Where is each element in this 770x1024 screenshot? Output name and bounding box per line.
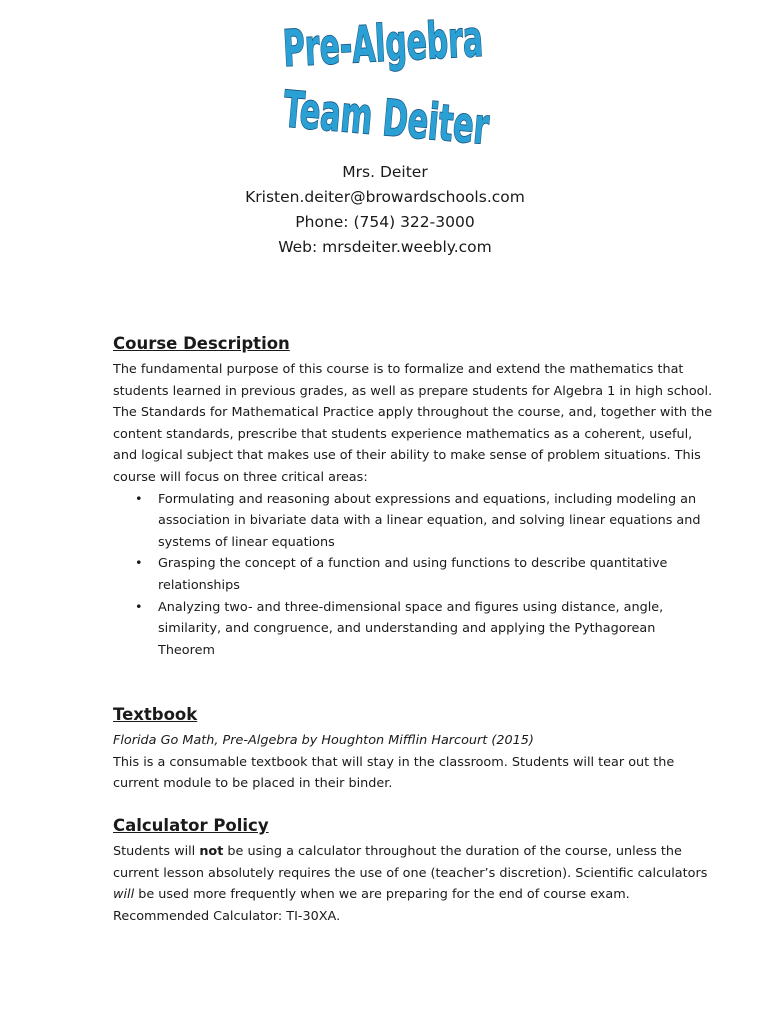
list-item: • Analyzing two- and three-dimensional space and figures using distance, angle, similarity, and congruence, and understanding and applying the Pythagorean Theorem	[113, 597, 713, 662]
critical-areas-list	[113, 489, 713, 662]
textbook-paragraph: This is a consumable textbook that will stay in the classroom. Students will tear out the current module to be placed in their binder.	[113, 754, 675, 792]
logo-line-team-deiter: Team Deiter	[280, 80, 625, 168]
teacher-email: Kristen.deiter@browardschools.com	[245, 188, 525, 206]
calculator-policy-paragraph	[113, 841, 713, 927]
team-logo	[270, 2, 625, 168]
policy-text-part-2: be using a calculator throughout the duration of the course, unless the current lesson absolutely requires the use of one (teacher’s discretion). Scientific calculators	[113, 844, 708, 881]
contact-block	[0, 160, 770, 260]
policy-text-part-3: be used more frequently when we are preparing for the end of course exam. Recommended Calculator: TI-30XA.	[113, 887, 630, 924]
course-description-section	[113, 333, 713, 661]
list-item: • Grasping the concept of a function and using functions to describe quantitative relationships	[113, 553, 713, 596]
course-description-heading: Course Description	[113, 334, 290, 353]
textbook-section	[113, 704, 713, 795]
policy-text-part-1: Students will	[113, 844, 200, 859]
calculator-policy-heading: Calculator Policy	[113, 816, 269, 835]
list-item: • Formulating and reasoning about expressions and equations, including modeling an association in bivariate data with a linear equation, and solving linear equations and systems of linear equations	[113, 489, 713, 554]
policy-emphasis-will: will	[113, 887, 135, 903]
teacher-name: Mrs. Deiter	[342, 163, 428, 181]
logo-line-pre-algebra: Pre-Algebra	[281, 2, 620, 78]
teacher-phone: Phone: (754) 322-3000	[295, 213, 475, 231]
textbook-heading: Textbook	[113, 705, 198, 724]
calculator-policy-section	[113, 815, 713, 927]
policy-emphasis-not: not	[199, 844, 224, 859]
teacher-website: Web: mrsdeiter.weebly.com	[278, 238, 492, 256]
textbook-title: Florida Go Math, Pre-Algebra by Houghton Mifflin Harcourt (2015)	[113, 733, 534, 748]
course-description-paragraph: The fundamental purpose of this course is to formalize and extend the mathematics that students learned in previous grades, as well as prepare students for Algebra 1 in high school. The Standards for Mathematical Practice apply throughout the course, and, together with the content standards, prescribe that students experience mathematics as a coherent, useful, and logical subject that makes use of their ability to make sense of problem situations. This course will focus on three critical areas:	[113, 362, 713, 485]
